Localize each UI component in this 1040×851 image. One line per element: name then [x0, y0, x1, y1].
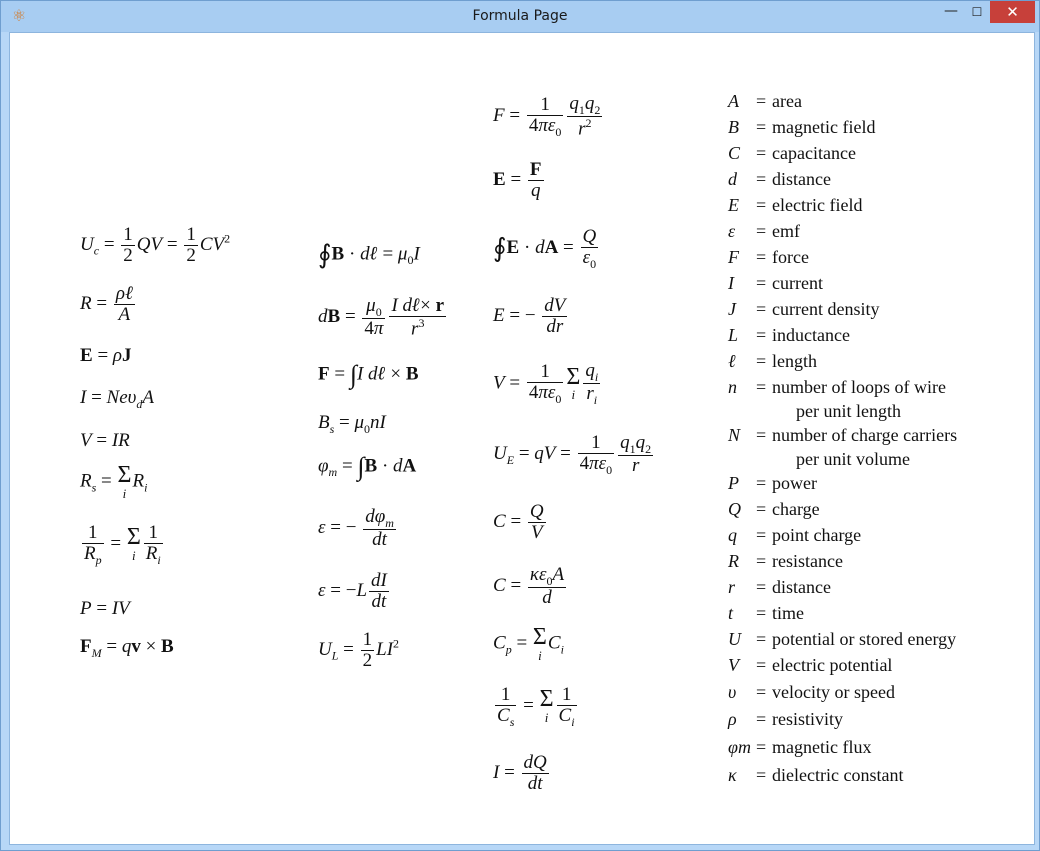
legend-row: J = current density: [728, 299, 880, 319]
legend-row: F = force: [728, 247, 809, 267]
legend-row: q = point charge: [728, 525, 862, 545]
legend-row: N = number of charge carriers per unit volume: [728, 425, 958, 469]
legend-row: ε = emf: [728, 221, 800, 241]
formula-page: [9, 32, 1035, 845]
formula-parallel-resistance: $\frac{1}{R_p}$ = Σ i $\frac{1}{R_i}$: [84, 522, 161, 567]
legend-row: C = capacitance: [728, 143, 856, 163]
formula-capacitor-energy: $U_c$ = $\frac{1}{2}$ QV = $\frac{1}{2}$ $CV^2$: [80, 224, 231, 266]
formula-potential-sum: V = $\frac{1}{4\pi\varepsilon_0}$ Σ i $\frac{q_i}{r_i}$: [493, 360, 599, 408]
formula-force-on-wire: F = ∫I dℓ × B: [318, 360, 419, 389]
formula-capacitance: C = $\frac{Q}{V}$: [493, 501, 544, 543]
formula-power: P = IV: [80, 598, 130, 619]
formula-electric-field: E = $\frac{F}{q}$: [493, 159, 542, 201]
formula-inductor-energy: $U_L$ = $\frac{1}{2}$ $LI^2$: [318, 629, 400, 671]
maximize-button[interactable]: ☐: [971, 5, 983, 19]
legend-row: υ = velocity or speed: [728, 682, 895, 702]
title-bar[interactable]: [1, 1, 1039, 32]
formula-current-drift: I = Neυ$_d$A: [80, 387, 154, 411]
legend-row: d = distance: [728, 169, 831, 189]
legend-row: t = time: [728, 603, 804, 623]
formula-series-resistance: $R_s = \Sigma$ i $R_i$: [80, 462, 148, 501]
formula-field-gradient: E = − $\frac{dV}{dr}$: [493, 295, 566, 337]
legend-row: U = potential or stored energy: [728, 629, 957, 649]
formula-faraday: ε = − $\frac{d\varphi_m}{dt}$: [318, 506, 394, 551]
atom-icon: ⚛: [11, 6, 27, 25]
formula-gauss: ∮E · dA = $\frac{Q}{\varepsilon_0}$: [493, 226, 597, 271]
legend-row: κ = dielectric constant: [728, 765, 904, 785]
formula-biot-savart: dB = $\frac{\mu_0}{4\pi}$ $\frac{\text{I dℓ× r}}{r^3}$: [318, 295, 445, 340]
formula-magnetic-flux: $\varphi_m = \int B$ · dA: [318, 452, 417, 481]
legend-row: R = resistance: [728, 551, 843, 571]
legend-row: φm = magnetic flux: [728, 737, 872, 757]
legend-row: A = area: [728, 91, 802, 111]
formula-ohm-local: E = ρJ: [80, 345, 132, 366]
formula-current-def: I = $\frac{dQ}{dt}$: [493, 752, 547, 794]
formula-ampere: ∮B · dℓ = $\mu_0I$: [318, 240, 420, 269]
legend-row: n = number of loops of wire per unit length: [728, 377, 946, 421]
formula-parallel-plate: C = $\frac{\kappa\varepsilon_0A}{d}$: [493, 564, 565, 609]
formula-solenoid: $B_s = \mu_0nI$: [318, 412, 386, 436]
legend-row: E = electric field: [728, 195, 863, 215]
legend-row: ρ = resistivity: [728, 709, 843, 729]
formula-series-capacitance: $\frac{1}{C_s}$ = Σ i $\frac{1}{C_i}$: [497, 684, 575, 729]
legend-row: V = electric potential: [728, 655, 893, 675]
formula-potential-energy: $U_E$ = qV = $\frac{1}{4\pi\varepsilon_0}$ $\frac{q_1q_2}{r}$: [493, 432, 652, 477]
formula-ohm: V = IR: [80, 430, 130, 451]
legend-row: r = distance: [728, 577, 831, 597]
legend-row: B = magnetic field: [728, 117, 876, 137]
formula-resistance: R = $\frac{\text{ρℓ}}{A}$: [80, 283, 133, 325]
formula-inductor-emf: ε = −L $\frac{dI}{dt}$: [318, 570, 387, 612]
legend-row: ℓ = length: [728, 351, 817, 371]
minimize-button[interactable]: —: [944, 3, 958, 19]
legend-row: Q = charge: [728, 499, 820, 519]
legend-row: P = power: [728, 473, 817, 493]
formula-parallel-capacitance: $C_p = \Sigma$ i $C_i$: [493, 624, 564, 663]
formula-coulomb: F = $\frac{1}{4\pi\varepsilon_0}$ $\frac{q_1q_2}{r^2}$: [493, 93, 601, 140]
legend-row: L = inductance: [728, 325, 850, 345]
formula-magnetic-force: $F_M$ = qv × B: [80, 636, 174, 660]
legend-row: I = current: [728, 273, 823, 293]
window-title: Formula Page: [472, 8, 568, 24]
close-button[interactable]: ✕: [990, 1, 1035, 23]
